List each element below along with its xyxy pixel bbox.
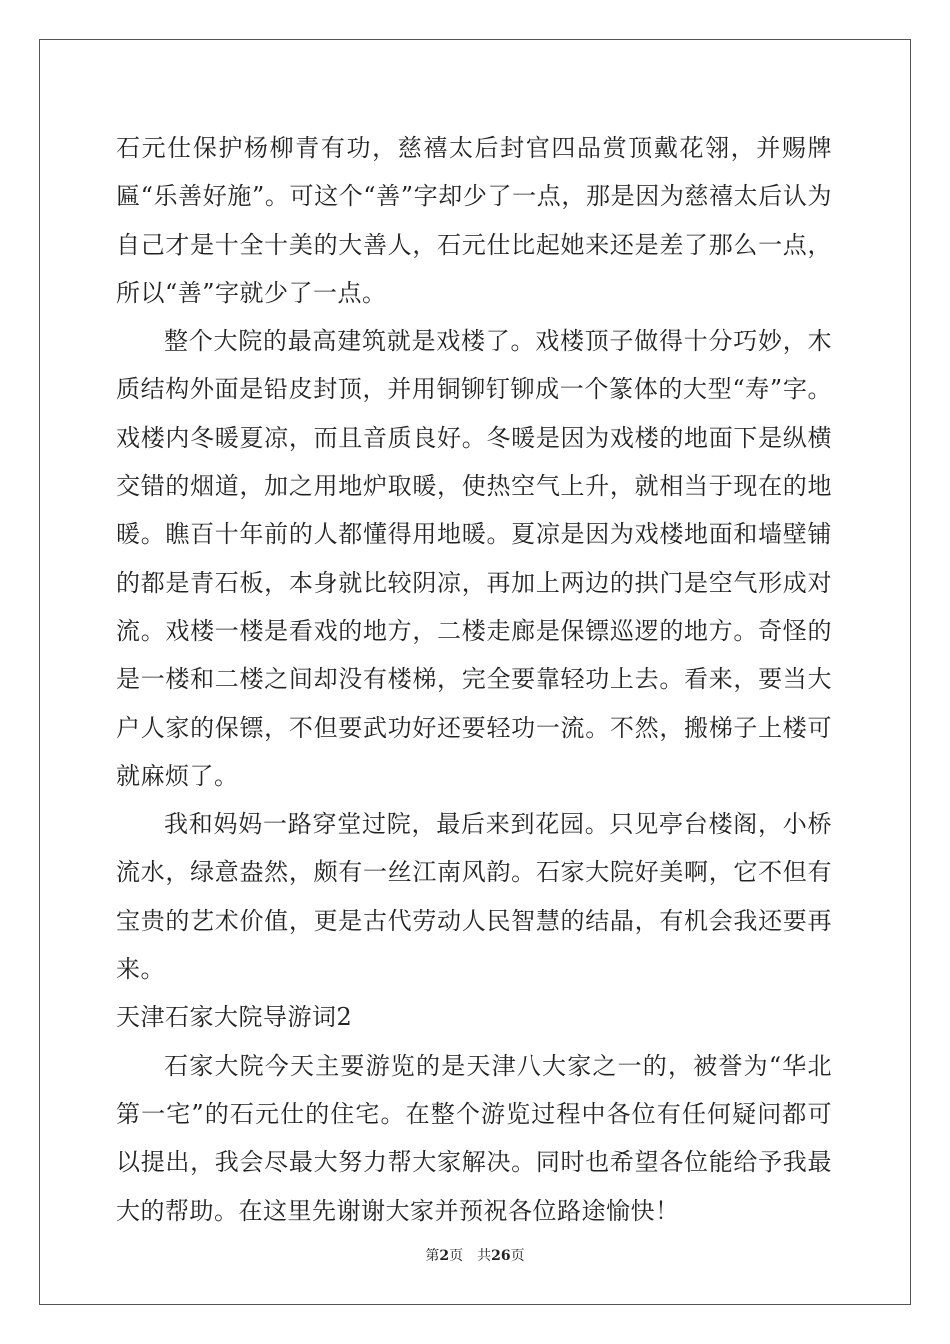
total-pages: 26 (491, 1248, 511, 1264)
paragraph: 整个大院的最高建筑就是戏楼了。戏楼顶子做得十分巧妙，木质结构外面是铅皮封顶，并用铜铆钉铆成一个篆体的大型“寿”字。戏楼内冬暖夏凉，而且音质良好。冬暖是因为戏楼的地面下是纵横交错的烟道，加之用地炉取暖，使热空气上升，就相当于现在的地暖。瞧百十年前的人都懂得用地暖。夏凉是因为戏楼地面和墙壁铺的都是青石板，本身就比较阴凉，再加上两边的拱门是空气形成对流。戏楼一楼是看戏的地方，二楼走廊是保镖巡逻的地方。奇怪的是一楼和二楼之间却没有楼梯，完全要靠轻功上去。看来，要当大户人家的保镖，不但要武功好还要轻功一流。不然，搬梯子上楼可就麻烦了。 (116, 327, 832, 790)
paragraph: 石元仕保护杨柳青有功，慈禧太后封官四品赏顶戴花翎，并赐牌匾“乐善好施”。可这个“善”字却少了一点，那是因为慈禧太后认为自己才是十全十美的大善人，石元仕比起她来还是差了那么一点，所以“善”字就少了一点。 (116, 134, 832, 307)
section-heading: 天津石家大院导游词2 (116, 1003, 353, 1032)
page-footer (0, 1245, 950, 1265)
page-suffix: 页 (449, 1248, 464, 1264)
page-prefix: 第 (425, 1248, 440, 1264)
page-number: 2 (439, 1248, 450, 1264)
total-suffix: 页 (510, 1248, 525, 1264)
document-body (116, 124, 832, 1235)
paragraph: 石家大院今天主要游览的是天津八大家之一的，被誉为“华北第一宅”的石元仕的住宅。在整个游览过程中各位有任何疑问都可以提出，我会尽最大努力帮大家解决。同时也希望各位能给予我最大的帮助。在这里先谢谢大家并预祝各位路途愉快！ (116, 1051, 832, 1225)
total-prefix: 共 (477, 1248, 492, 1264)
paragraph: 我和妈妈一路穿堂过院，最后来到花园。只见亭台楼阁，小桥流水，绿意盎然，颇有一丝江南风韵。石家大院好美啊，它不但有宝贵的艺术价值，更是古代劳动人民智慧的结晶，有机会我还要再来。 (116, 810, 832, 984)
